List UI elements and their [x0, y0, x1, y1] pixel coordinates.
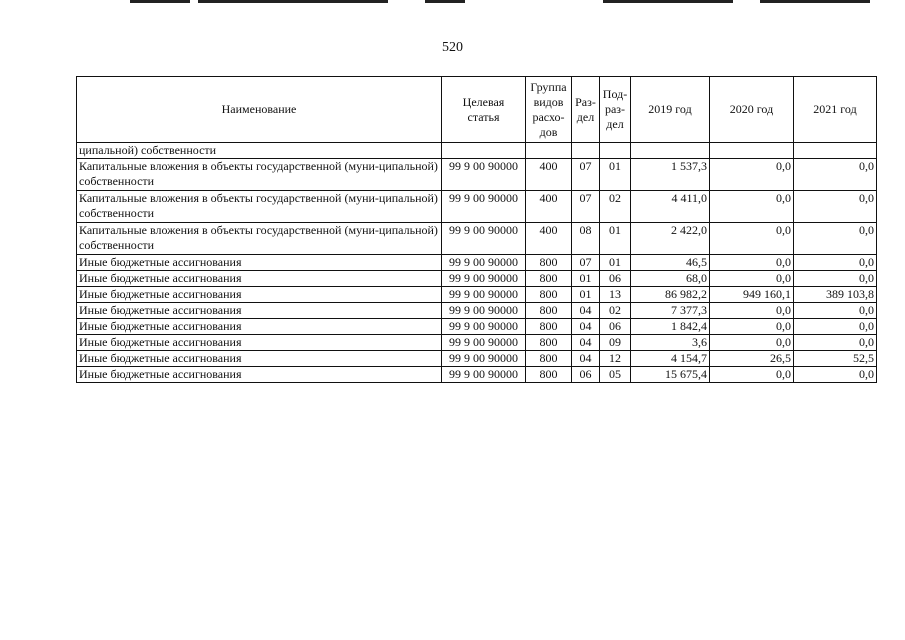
cell-section: 01: [572, 271, 600, 287]
table-row: [77, 303, 877, 319]
cell-group: 800: [526, 271, 572, 287]
cell-2019: 46,5: [631, 255, 710, 271]
cell-2021: 0,0: [794, 335, 877, 351]
header-2020: 2020 год: [710, 77, 794, 143]
cell-2019: 2 422,0: [631, 223, 710, 255]
table-row: [77, 287, 877, 303]
scan-edge-mark: [130, 0, 190, 3]
cell-2020: 0,0: [710, 303, 794, 319]
cell-target: [442, 143, 526, 159]
cell-name: Капитальные вложения в объекты государственной (муни-ципальной) собственности: [77, 223, 442, 255]
cell-2021: 0,0: [794, 223, 877, 255]
table-row: [77, 271, 877, 287]
header-subsection-line: Под-: [602, 87, 628, 101]
cell-subsection: 13: [600, 287, 631, 303]
cell-section: 06: [572, 367, 600, 383]
scan-edge-mark: [603, 0, 733, 3]
cell-2020: 0,0: [710, 335, 794, 351]
cell-2019: 1 842,4: [631, 319, 710, 335]
cell-2020: 949 160,1: [710, 287, 794, 303]
header-subsection-line: дел: [606, 117, 624, 131]
cell-target: 99 9 00 90000: [442, 351, 526, 367]
table-row: [77, 159, 877, 191]
cell-2020: 0,0: [710, 255, 794, 271]
cell-subsection: 02: [600, 303, 631, 319]
cell-2019: 4 411,0: [631, 191, 710, 223]
cell-group: 400: [526, 223, 572, 255]
header-subsection: [600, 77, 631, 143]
cell-2020: 0,0: [710, 319, 794, 335]
cell-2021: 0,0: [794, 255, 877, 271]
cell-name: Капитальные вложения в объекты государственной (муни-ципальной) собственности: [77, 159, 442, 191]
cell-target: 99 9 00 90000: [442, 223, 526, 255]
cell-group: 400: [526, 191, 572, 223]
scan-edge-mark: [760, 0, 870, 3]
cell-name: Иные бюджетные ассигнования: [77, 319, 442, 335]
cell-section: 01: [572, 287, 600, 303]
table-header-row: [77, 77, 877, 143]
cell-subsection: 02: [600, 191, 631, 223]
header-target-line: Целевая: [462, 94, 505, 109]
cell-target: 99 9 00 90000: [442, 255, 526, 271]
header-target: [442, 77, 526, 143]
cell-group: 800: [526, 335, 572, 351]
header-target-line: статья: [467, 109, 500, 124]
header-subsection-line: раз-: [604, 102, 626, 116]
cell-name: Иные бюджетные ассигнования: [77, 255, 442, 271]
cell-2021: 0,0: [794, 303, 877, 319]
cell-target: 99 9 00 90000: [442, 303, 526, 319]
cell-subsection: 05: [600, 367, 631, 383]
cell-2020: 0,0: [710, 367, 794, 383]
cell-2020: 0,0: [710, 271, 794, 287]
table-row: [77, 335, 877, 351]
cell-name: Иные бюджетные ассигнования: [77, 287, 442, 303]
cell-2019: [631, 143, 710, 159]
cell-section: [572, 143, 600, 159]
cell-2021: 389 103,8: [794, 287, 877, 303]
cell-name: Капитальные вложения в объекты государственной (муни-ципальной) собственности: [77, 191, 442, 223]
header-2021: 2021 год: [794, 77, 877, 143]
cell-subsection: 06: [600, 319, 631, 335]
cell-2019: 1 537,3: [631, 159, 710, 191]
cell-target: 99 9 00 90000: [442, 271, 526, 287]
table-row: [77, 191, 877, 223]
header-group-line: видов: [533, 94, 564, 109]
header-group: [526, 77, 572, 143]
header-2019: 2019 год: [631, 77, 710, 143]
cell-name: Иные бюджетные ассигнования: [77, 367, 442, 383]
table-row: [77, 319, 877, 335]
cell-2019: 86 982,2: [631, 287, 710, 303]
cell-2019: 7 377,3: [631, 303, 710, 319]
table-row: [77, 143, 877, 159]
cell-name: Иные бюджетные ассигнования: [77, 271, 442, 287]
page-number: 520: [442, 40, 463, 55]
cell-name: Иные бюджетные ассигнования: [77, 335, 442, 351]
cell-section: 07: [572, 255, 600, 271]
cell-section: 07: [572, 159, 600, 191]
cell-section: 04: [572, 335, 600, 351]
cell-2021: 0,0: [794, 271, 877, 287]
cell-target: 99 9 00 90000: [442, 335, 526, 351]
table-row: [77, 351, 877, 367]
cell-group: 800: [526, 255, 572, 271]
scan-edge-mark: [425, 0, 465, 3]
cell-name: Иные бюджетные ассигнования: [77, 303, 442, 319]
scan-edge-mark: [198, 0, 388, 3]
cell-2020: 0,0: [710, 159, 794, 191]
cell-2019: 68,0: [631, 271, 710, 287]
cell-2019: 4 154,7: [631, 351, 710, 367]
cell-group: 800: [526, 319, 572, 335]
header-section-line: Раз-: [575, 94, 596, 109]
header-section: [572, 77, 600, 143]
cell-name: Иные бюджетные ассигнования: [77, 351, 442, 367]
header-group-line: Группа: [530, 79, 567, 94]
cell-2021: 0,0: [794, 367, 877, 383]
cell-2020: 26,5: [710, 351, 794, 367]
header-group-line: дов: [539, 124, 558, 139]
cell-group: 800: [526, 303, 572, 319]
cell-subsection: 12: [600, 351, 631, 367]
cell-2021: 52,5: [794, 351, 877, 367]
cell-target: 99 9 00 90000: [442, 367, 526, 383]
cell-group: 800: [526, 367, 572, 383]
cell-subsection: 01: [600, 159, 631, 191]
cell-target: 99 9 00 90000: [442, 287, 526, 303]
header-section-line: дел: [576, 109, 595, 124]
cell-subsection: [600, 143, 631, 159]
cell-2021: 0,0: [794, 191, 877, 223]
table-row: [77, 367, 877, 383]
cell-subsection: 09: [600, 335, 631, 351]
cell-2019: 3,6: [631, 335, 710, 351]
cell-group: 800: [526, 287, 572, 303]
cell-section: 08: [572, 223, 600, 255]
cell-2021: 0,0: [794, 319, 877, 335]
cell-subsection: 06: [600, 271, 631, 287]
cell-group: 400: [526, 159, 572, 191]
cell-2019: 15 675,4: [631, 367, 710, 383]
cell-name: ципальной) собственности: [77, 143, 442, 159]
budget-table: [76, 76, 877, 383]
cell-subsection: 01: [600, 223, 631, 255]
cell-2021: [794, 143, 877, 159]
cell-target: 99 9 00 90000: [442, 319, 526, 335]
cell-subsection: 01: [600, 255, 631, 271]
cell-section: 04: [572, 351, 600, 367]
header-group-line: расхо-: [532, 109, 565, 124]
table-row: [77, 255, 877, 271]
cell-2020: 0,0: [710, 191, 794, 223]
cell-section: 04: [572, 303, 600, 319]
cell-target: 99 9 00 90000: [442, 159, 526, 191]
cell-section: 07: [572, 191, 600, 223]
header-name: Наименование: [77, 77, 442, 143]
cell-section: 04: [572, 319, 600, 335]
cell-target: 99 9 00 90000: [442, 191, 526, 223]
cell-2020: 0,0: [710, 223, 794, 255]
table-row: [77, 223, 877, 255]
cell-group: [526, 143, 572, 159]
cell-group: 800: [526, 351, 572, 367]
cell-2021: 0,0: [794, 159, 877, 191]
cell-2020: [710, 143, 794, 159]
